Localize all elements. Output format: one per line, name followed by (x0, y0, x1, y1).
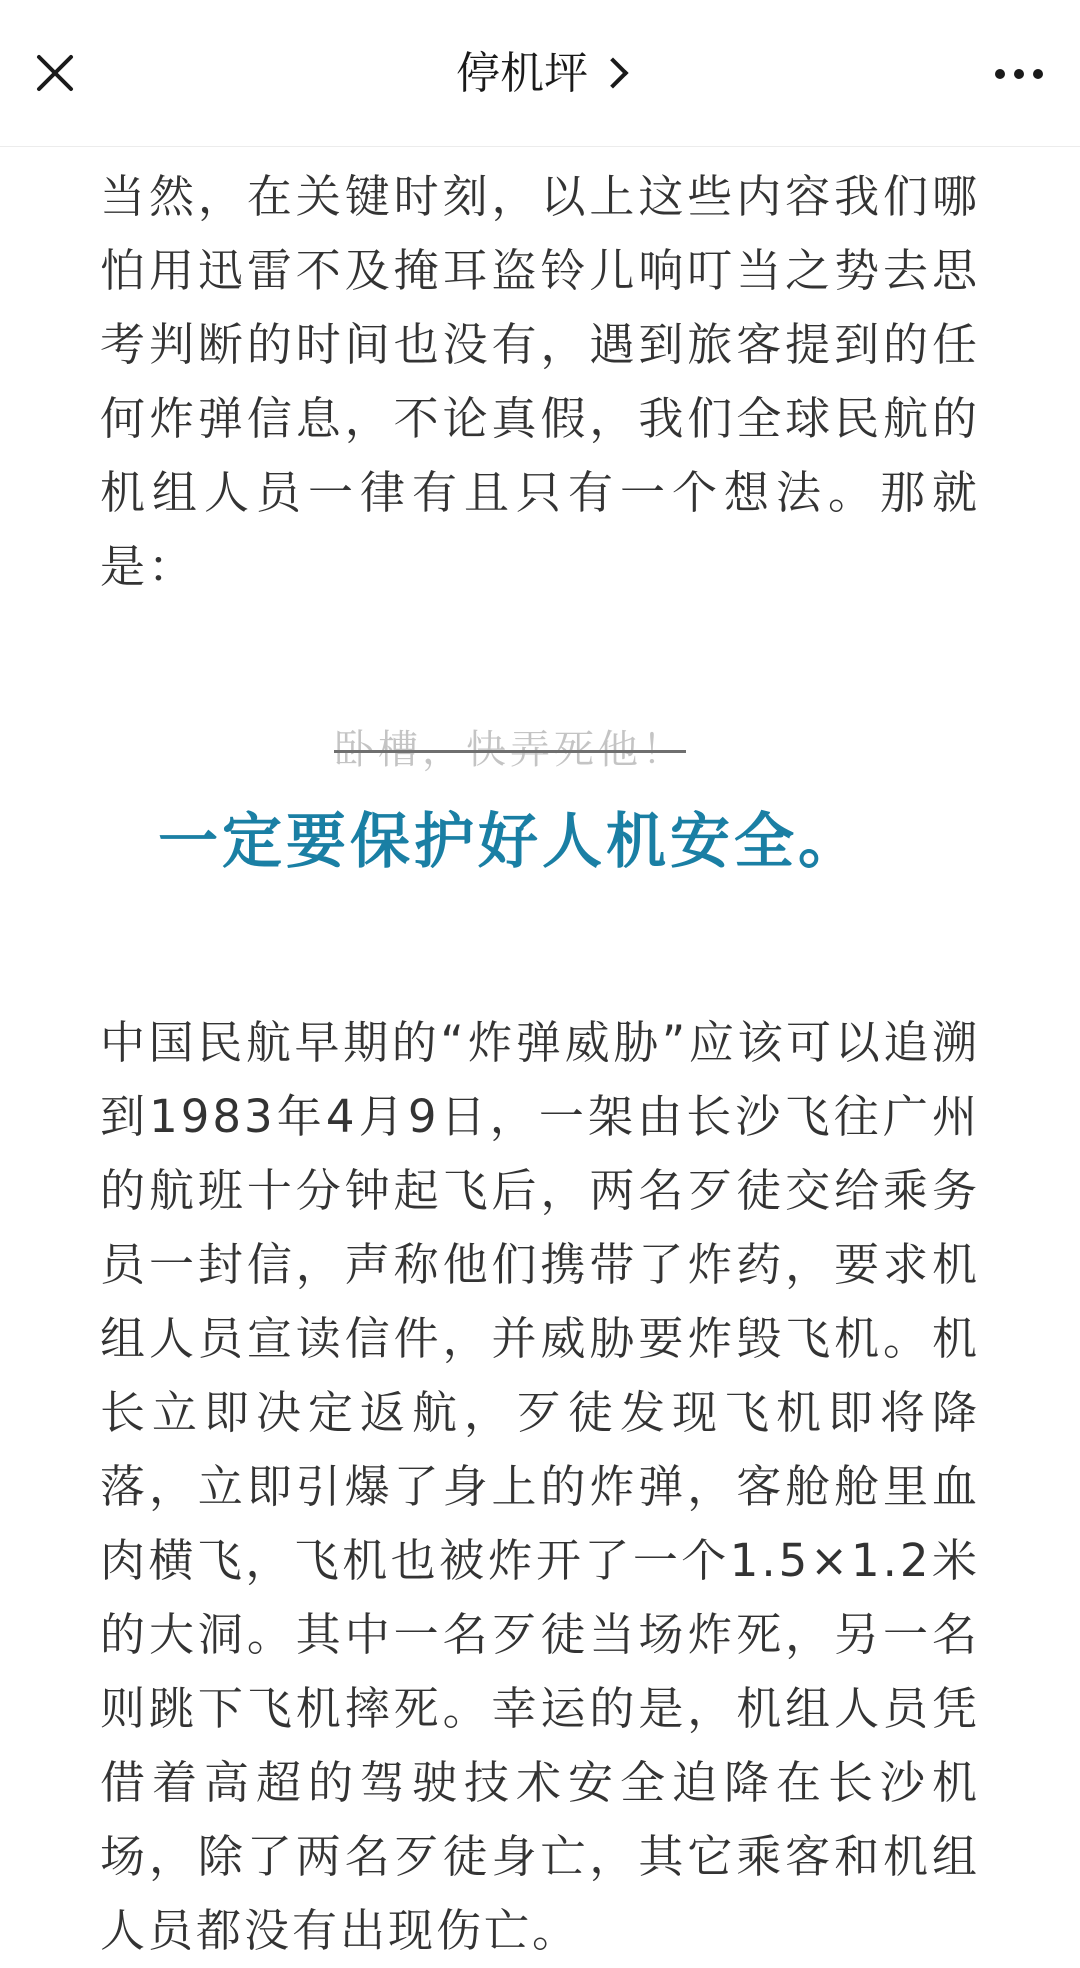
article-content (100, 160, 980, 1968)
highlight-heading: 一定要保护好人机安全。 (158, 807, 862, 877)
more-dots-icon (1033, 69, 1043, 79)
strikethrough-text: 卧槽，快弄死他！ (334, 727, 686, 773)
more-dots-icon (995, 69, 1005, 79)
account-title-text: 停机坪 (456, 48, 588, 99)
chevron-right-icon (597, 57, 628, 88)
top-navigation-bar (0, 0, 1080, 147)
article-paragraph-1: 当然，在关键时刻，以上这些内容我们哪怕用迅雷不及掩耳盗铃儿响叮当之势去思考判断的时间也没有，遇到旅客提到的任何炸弹信息，不论真假，我们全球民航的机组人员一律有且只有一个想法。那就是： (100, 170, 980, 593)
more-dots-icon (1014, 69, 1024, 79)
account-title-link[interactable] (0, 46, 1080, 102)
article-paragraph-2: 中国民航早期的“炸弹威胁”应该可以追溯到1983年4月9日，一架由长沙飞往广州的航班十分钟起飞后，两名歹徒交给乘务员一封信，声称他们携带了炸药，要求机组人员宣读信件，并威胁要炸毁飞机。机长立即决定返航，歹徒发现飞机即将降落，立即引爆了身上的炸弹，客舱舱里血肉横飞，飞机也被炸开了一个1.5×1.2米的大洞。其中一名歹徒当场炸死，另一名则跳下飞机摔死。幸运的是，机组人员凭借着高超的驾驶技术安全迫降在长沙机场，除了两名歹徒身亡，其它乘客和机组人员都没有出现伤亡。 (100, 1016, 980, 1957)
more-options-button[interactable] (984, 46, 1054, 102)
